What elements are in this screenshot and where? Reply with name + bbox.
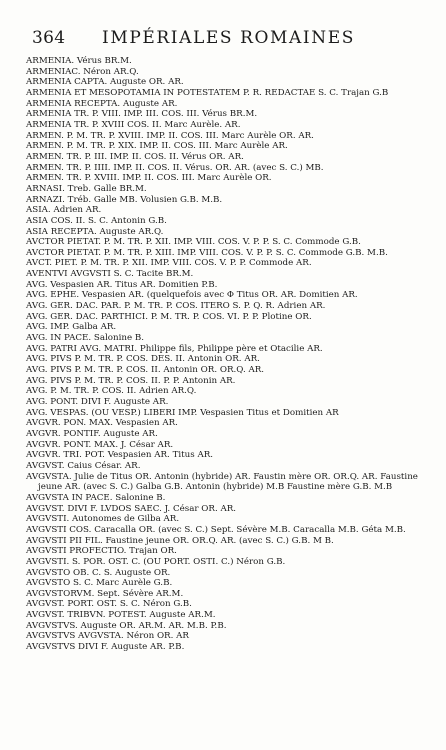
list-item: ARMENIA TR. P. XVIII COS. II. Marc Aurèle. AR. — [26, 119, 241, 130]
list-item: AVGVSTI. S. POR. OST. C. (OU PORT. OSTI. C.) Néron G.B. — [26, 556, 286, 567]
list-item: AVGVSTO OB. C. S. Auguste OR. — [26, 567, 171, 578]
list-item: ASIA. Adrien AR. — [26, 205, 102, 216]
list-item: ARMEN. TR. P. XVIII. IMP. II. COS. III. Marc Aurèle OR. — [26, 173, 272, 184]
list-item: AVCTOR PIETAT. P. M. TR. P. XII. IMP. VIII. COS. V. P. P. S. C. Commode G.B. — [26, 237, 361, 248]
page-title: IMPÉRIALES ROMAINES — [102, 28, 355, 48]
list-item: ARMENIAC. Néron AR.Q. — [26, 66, 139, 77]
list-item: AVGVR. TRI. POT. Vespasien AR. Titus AR. — [26, 450, 214, 461]
list-item: AVGVST. Caius César. AR. — [26, 460, 141, 471]
list-item: ARMEN. TR. P. III. IMP. II. COS. II. Vérus OR. AR. — [26, 151, 244, 162]
list-item: AVGVST. DIVI F. LVDOS SAEC. J. César OR. AR. — [26, 503, 237, 514]
list-item: AVGVSTI. Autonomes de Gilba AR. — [26, 514, 180, 525]
page-number: 364 — [32, 28, 66, 48]
list-item: AVG. GER. DAC. PARTHICI. P. M. TR. P. COS. VI. P. P. Plotine OR. — [26, 311, 312, 322]
list-item: AVG. PIVS P. M. TR. P. COS. II. Antonin OR. OR.Q. AR. — [26, 365, 265, 376]
list-item: AVCT. PIET. P. M. TR. P. XII. IMP. VIII. COS. V. P. P. Commode AR. — [26, 258, 312, 269]
list-item: AVGVR. PONTIF. Auguste AR. — [26, 428, 158, 439]
list-item: AVG. PATRI AVG. MATRI. Philippe fils, Philippe père et Otacilie AR. — [26, 343, 323, 354]
list-item: AVGVSTVS AVGVSTA. Néron OR. AR — [26, 631, 189, 642]
list-item: ARMENIA TR. P. VIII. IMP. III. COS. III. Vérus BR.M. — [26, 109, 258, 120]
list-item: ARMENIA. Vérus BR.M. — [26, 56, 132, 66]
list-item: AVCTOR PIETAT. P. M. TR. P. XIII. IMP. VIII. COS. V. P. P. S. C. Commode G.B. M.B. — [26, 247, 388, 258]
list-item: ARMENIA CAPTA. Auguste OR. AR. — [26, 77, 184, 88]
list-item: AVGVSTVS. Auguste OR. AR.M. AR. M.B. P.B. — [26, 620, 227, 631]
list-item: AVG. PIVS P. M. TR. P. COS. DES. II. Antonin OR. AR. — [26, 354, 260, 365]
list-item: ARMEN. P. M. TR. P. XIX. IMP. II. COS. III. Marc Aurèle AR. — [26, 141, 288, 152]
list-item: AVGVR. PONT. MAX. J. César AR. — [26, 439, 174, 450]
list-item: AVGVR. PON. MAX. Vespasien AR. — [26, 418, 178, 429]
list-item: AVG. IN PACE. Salonine B. — [26, 333, 145, 344]
list-item: AVGVSTORVM. Sept. Sévère AR.M. — [26, 588, 184, 599]
list-item: AVG. PIVS P. M. TR. P. COS. II. P. P. Antonin AR. — [26, 375, 236, 386]
list-item: AVGVST. PORT. OST. S. C. Néron G.B. — [26, 599, 192, 610]
list-item: AVG. P. M. TR. P. COS. II. Adrien AR.Q. — [26, 386, 197, 397]
list-item: ARNASI. Treb. Galle BR.M. — [26, 183, 147, 194]
list-item: ASIA RECEPTA. Auguste AR.Q. — [26, 226, 164, 237]
list-item: ARNAZI. Tréb. Galle MB. Volusien G.B. M.B. — [26, 194, 223, 205]
list-item: ASIA COS. II. S. C. Antonin G.B. — [26, 215, 167, 226]
list-item: AVGVSTO S. C. Marc Aurèle G.B. — [26, 578, 173, 589]
list-item: AVGVSTI PII FIL. Faustine jeune OR. OR.Q. AR. (avec S. C.) G.B. M B. — [26, 535, 334, 546]
list-item: AVGVSTI COS. Caracalla OR. (avec S. C.) Sept. Sévère M.B. Caracalla M.B. Géta M.B. — [26, 524, 406, 535]
list-item: AVGVSTVS DIVI F. Auguste AR. P.B. — [26, 642, 185, 653]
page-header — [32, 28, 422, 50]
list-item: AVGVSTA. Julie de Titus OR. Antonin (hybride) AR. Faustin mère OR. OR.Q. AR. Faustine jeune AR. (avec S. C.) Galba G.B. Antonin (hybride) M.B Faustine mère G.B. M.B — [26, 471, 418, 493]
list-item: AVG. Vespasien AR. Titus AR. Domitien P.B. — [26, 279, 218, 290]
list-item: ARMENIA ET MESOPOTAMIA IN POTESTATEM P. R. REDACTAE S. C. Trajan G.B — [26, 87, 389, 98]
list-item: AVENTVI AVGVSTI S. C. Tacite BR.M. — [26, 269, 194, 280]
list-item: AVG. VESPAS. (OU VESP.) LIBERI IMP. Vespasien Titus et Domitien AR — [26, 407, 339, 418]
list-item: AVG. EPHE. Vespasien AR. (quelquefois avec Φ Titus OR. AR. Domitien AR. — [26, 290, 358, 301]
list-item: ARMENIA RECEPTA. Auguste AR. — [26, 98, 178, 109]
list-item: AVGVST. TRIBVN. POTEST. Auguste AR.M. — [26, 610, 216, 621]
list-item: ARMEN. P. M. TR. P. XVIII. IMP. II. COS. III. Marc Aurèle OR. AR. — [26, 130, 314, 141]
list-item: AVGVSTA IN PACE. Salonine B. — [26, 492, 166, 503]
list-item: AVG. IMP. Galba AR. — [26, 322, 117, 333]
list-item: ARMEN. TR. P. IIII. IMP. II. COS. II. Vérus. OR. AR. (avec S. C.) MB. — [26, 162, 324, 173]
list-item: AVG. GER. DAC. PAR. P. M. TR. P. COS. ITERO S. P. Q. R. Adrien AR. — [26, 301, 326, 312]
list-item: AVG. PONT. DIVI F. Auguste AR. — [26, 397, 169, 407]
entry-list — [26, 56, 432, 653]
list-item: AVGVSTI PROFECTIO. Trajan OR. — [26, 546, 177, 557]
